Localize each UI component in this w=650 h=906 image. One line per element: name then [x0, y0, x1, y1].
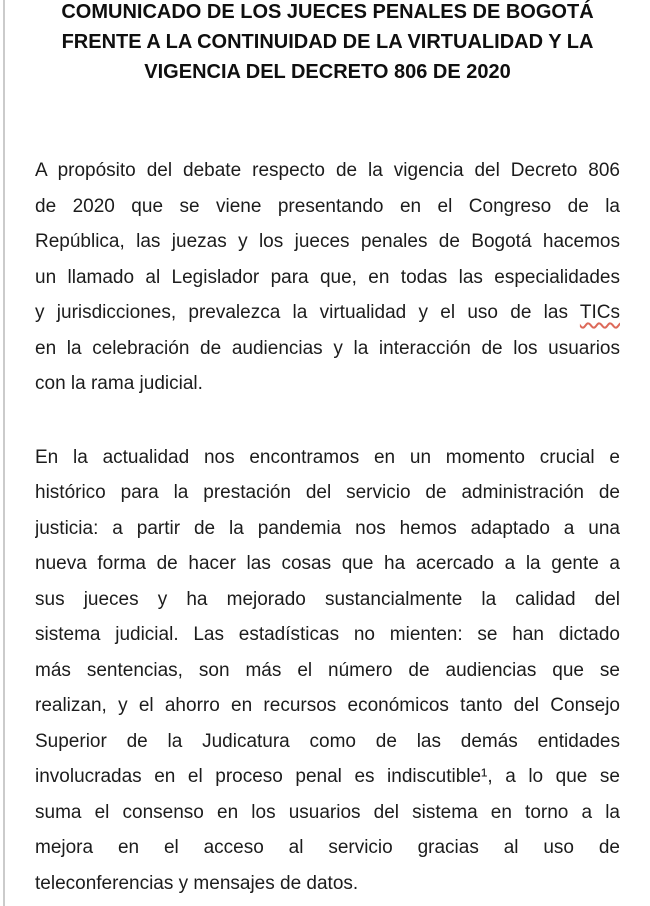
paragraph-line — [35, 295, 620, 331]
line-text: y jurisdicciones, prevalezca la virtualidad y el uso de las — [35, 302, 568, 323]
document-title — [35, 0, 620, 87]
paragraph-2 — [35, 440, 620, 902]
title-line: COMUNICADO DE LOS JUECES PENALES DE BOGOTÁ — [61, 1, 594, 23]
paragraph-line: sistema judicial. Las estadísticas no mienten: se han dictado — [35, 624, 620, 645]
paragraph-line: teleconferencias y mensajes de datos. — [35, 872, 359, 894]
paragraph-line: con la rama judicial. — [35, 373, 203, 394]
paragraph-line: más sentencias, son más el número de audiencias que se — [35, 659, 620, 681]
paragraph-line: Superior de la Judicatura como de las demás entidades — [35, 730, 620, 752]
paragraph-line: histórico para la prestación del servicio de administración de — [35, 482, 620, 503]
paragraph-line: justicia: a partir de la pandemia nos hemos adaptado a una — [35, 517, 620, 539]
misspelled-word-tics: TICs — [579, 302, 620, 323]
paragraph-line: nueva forma de hacer las cosas que ha acercado a la gente a — [35, 553, 620, 574]
paragraph-line: de 2020 que se viene presentando en el Congreso de la — [35, 195, 620, 217]
paragraph-line: mejora en el acceso al servicio gracias al uso de — [35, 837, 620, 858]
title-line: VIGENCIA DEL DECRETO 806 DE 2020 — [144, 61, 511, 83]
paragraph-1 — [35, 153, 620, 402]
title-line: FRENTE A LA CONTINUIDAD DE LA VIRTUALIDAD Y LA — [61, 31, 594, 53]
paragraph-line: realizan, y el ahorro en recursos económicos tanto del Consejo — [35, 695, 620, 716]
paragraph-line: En la actualidad nos encontramos en un momento crucial e — [35, 446, 620, 468]
scan-edge-line — [3, 0, 5, 906]
paragraph-line: en la celebración de audiencias y la interacción de los usuarios — [35, 337, 620, 359]
paragraph-line: A propósito del debate respecto de la vigencia del Decreto 806 — [35, 160, 620, 181]
paragraph-line: sus jueces y ha mejorado sustancialmente la calidad del — [35, 588, 620, 610]
paragraph-line-with-footnote-ref: involucradas en el proceso penal es indiscutible¹, a lo que se — [35, 766, 620, 787]
paragraph-line: República, las juezas y los jueces penales de Bogotá hacemos — [35, 231, 620, 252]
paragraph-line: un llamado al Legislador para que, en todas las especialidades — [35, 266, 620, 288]
paragraph-line: suma el consenso en los usuarios del sistema en torno a la — [35, 801, 620, 823]
